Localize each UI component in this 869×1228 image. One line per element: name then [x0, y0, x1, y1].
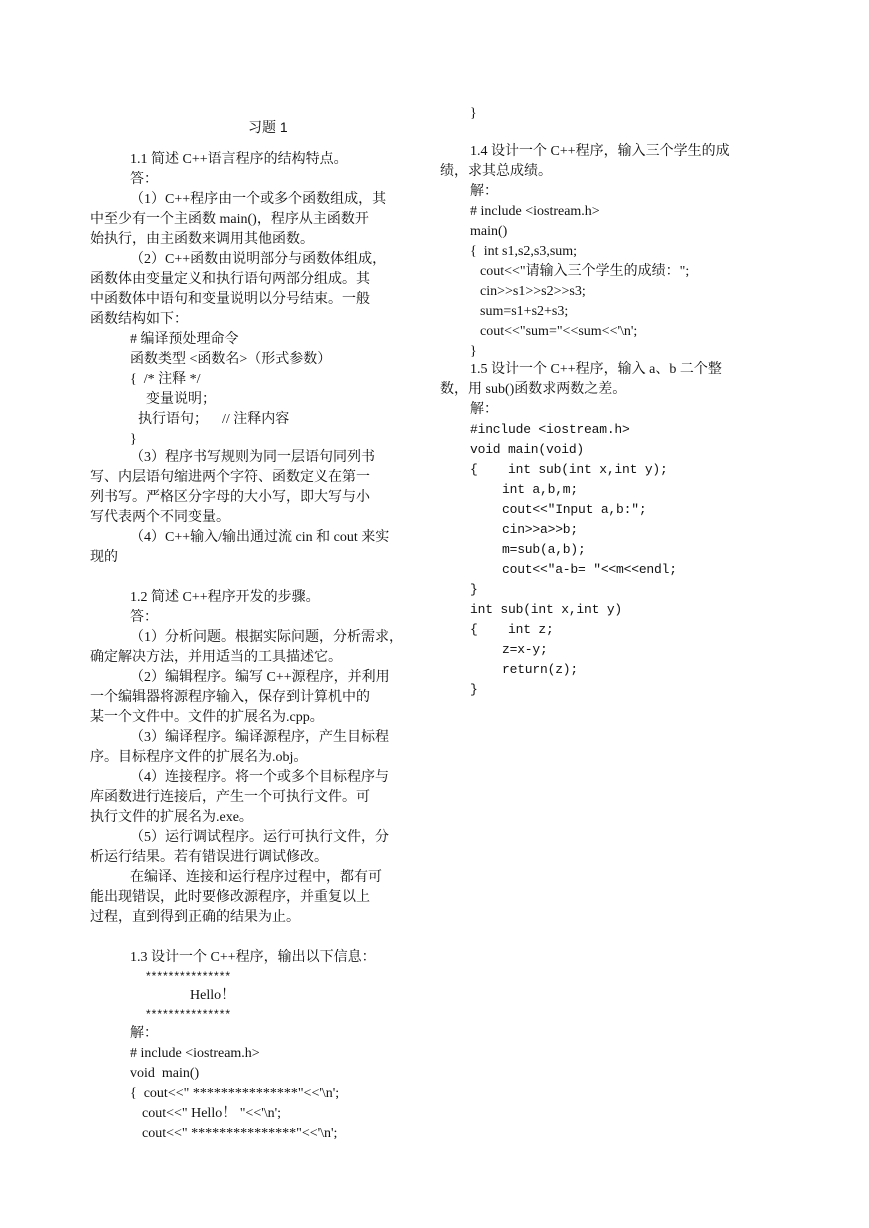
code-line: # include <iostream.h>	[130, 1046, 260, 1061]
code-line: }	[130, 432, 137, 447]
code-line: cout<<" Hello！ "<<'\n';	[142, 1106, 282, 1121]
code-line: { int z;	[470, 622, 554, 637]
text-line: （1）C++程序由一个或多个函数组成，其	[130, 192, 387, 207]
text-line: （3）程序书写规则为同一层语句同列书	[130, 450, 375, 465]
code-line: void main()	[130, 1066, 200, 1081]
code-line: z=x-y;	[502, 642, 548, 657]
code-line: cout<<"请输入三个学生的成绩：";	[480, 264, 690, 279]
text-line: 列书写。严格区分字母的大小写，即大写与小	[90, 490, 370, 505]
code-line: int sub(int x,int y)	[470, 602, 623, 617]
text-line: 函数结构如下：	[90, 312, 188, 327]
text-line: （4）连接程序。将一个或多个目标程序与	[130, 770, 389, 785]
text-line: （3）编译程序。编译源程序，产生目标程	[130, 730, 389, 745]
code-line: # include <iostream.h>	[470, 204, 600, 219]
output-stars: ***************	[146, 969, 232, 983]
code-line: cin>>a>>b;	[502, 522, 579, 537]
text-line: 函数体由变量定义和执行语句两部分组成。其	[90, 272, 370, 287]
code-line: cin>>s1>>s2>>s3;	[480, 284, 586, 299]
text-line: 在编译、连接和运行程序过程中，都有可	[130, 870, 382, 885]
code-line: 变量说明；	[146, 392, 216, 407]
text-line: 写代表两个不同变量。	[90, 510, 230, 525]
text-line: （2）编辑程序。编写 C++源程序，并利用	[130, 670, 390, 685]
code-line: { /* 注释 */	[130, 372, 201, 387]
text-line: 现的	[90, 550, 118, 565]
code-line: cout<<"a-b= "<<m<<endl;	[502, 562, 677, 577]
text-line: 能出现错误，此时要修改源程序，并重复以上	[90, 890, 370, 905]
text-line: （2）C++函数由说明部分与函数体组成，	[130, 252, 387, 267]
solution-label: 解：	[130, 1026, 158, 1041]
code-line: { int s1,s2,s3,sum;	[470, 244, 578, 259]
code-line: m=sub(a,b);	[502, 542, 586, 557]
code-line: return(z);	[502, 662, 579, 677]
output-stars: ***************	[146, 1007, 232, 1021]
text-line: 确定解决方法，并用适当的工具描述它。	[90, 650, 342, 665]
code-line: cout<<"Input a,b:";	[502, 502, 647, 517]
code-line: int a,b,m;	[502, 482, 579, 497]
question-1-2: 1.2 简述 C++程序开发的步骤。	[130, 590, 320, 605]
code-line: main()	[470, 224, 508, 239]
text-line: 写、内层语句缩进两个字符、函数定义在第一	[90, 470, 370, 485]
text-line: （5）运行调试程序。运行可执行文件，分	[130, 830, 389, 845]
text-line: 中至少有一个主函数 main()，程序从主函数开	[90, 212, 369, 227]
answer-label: 答：	[130, 610, 158, 625]
solution-label: 解：	[470, 402, 498, 417]
code-line: cout<<" ***************"<<'\n';	[142, 1126, 338, 1141]
page-title: 习题 1	[248, 119, 288, 135]
code-line: # 编译预处理命令	[130, 332, 239, 347]
question-1-4: 1.4 设计一个 C++程序，输入三个学生的成	[470, 144, 730, 159]
code-line: #include <iostream.h>	[470, 422, 630, 437]
question-1-1: 1.1 简述 C++语言程序的结构特点。	[130, 152, 348, 167]
text-line: 执行文件的扩展名为.exe。	[90, 810, 253, 825]
text-line: 始执行，由主函数来调用其他函数。	[90, 232, 314, 247]
text-line: 某一个文件中。文件的扩展名为.cpp。	[90, 710, 324, 725]
text-line: 绩，求其总成绩。	[440, 164, 552, 179]
code-line: }	[470, 344, 477, 359]
question-1-3: 1.3 设计一个 C++程序，输出以下信息：	[130, 950, 376, 965]
text-line: 析运行结果。若有错误进行调试修改。	[90, 850, 328, 865]
code-line: { int sub(int x,int y);	[470, 462, 668, 477]
code-line: { cout<<" ***************"<<'\n';	[130, 1086, 340, 1101]
code-line: cout<<"sum="<<sum<<'\n';	[480, 324, 638, 339]
code-line: void main(void)	[470, 442, 585, 457]
question-1-5: 1.5 设计一个 C++程序，输入 a、b 二个整	[470, 362, 722, 377]
text-line: （1）分析问题。根据实际问题，分析需求，	[130, 630, 403, 645]
text-line: 过程，直到得到正确的结果为止。	[90, 910, 300, 925]
text-line: （4）C++输入/输出通过流 cin 和 cout 来实	[130, 530, 390, 545]
text-line: 库函数进行连接后，产生一个可执行文件。可	[90, 790, 370, 805]
solution-label: 解：	[470, 184, 498, 199]
text-line: 中函数体中语句和变量说明以分号结束。一般	[90, 292, 370, 307]
code-line: 执行语句； // 注释内容	[138, 412, 290, 427]
answer-label: 答：	[130, 172, 158, 187]
text-line: 一个编辑器将源程序输入，保存到计算机中的	[90, 690, 370, 705]
output-hello: Hello！	[190, 988, 236, 1003]
code-line: }	[470, 582, 478, 597]
code-line: sum=s1+s2+s3;	[480, 304, 569, 319]
code-line: }	[470, 682, 478, 697]
text-line: 序。目标程序文件的扩展名为.obj。	[90, 750, 308, 765]
text-line: 数，用 sub()函数求两数之差。	[440, 382, 627, 397]
code-line: 函数类型 <函数名>（形式参数）	[130, 352, 332, 367]
code-line: }	[470, 106, 477, 121]
